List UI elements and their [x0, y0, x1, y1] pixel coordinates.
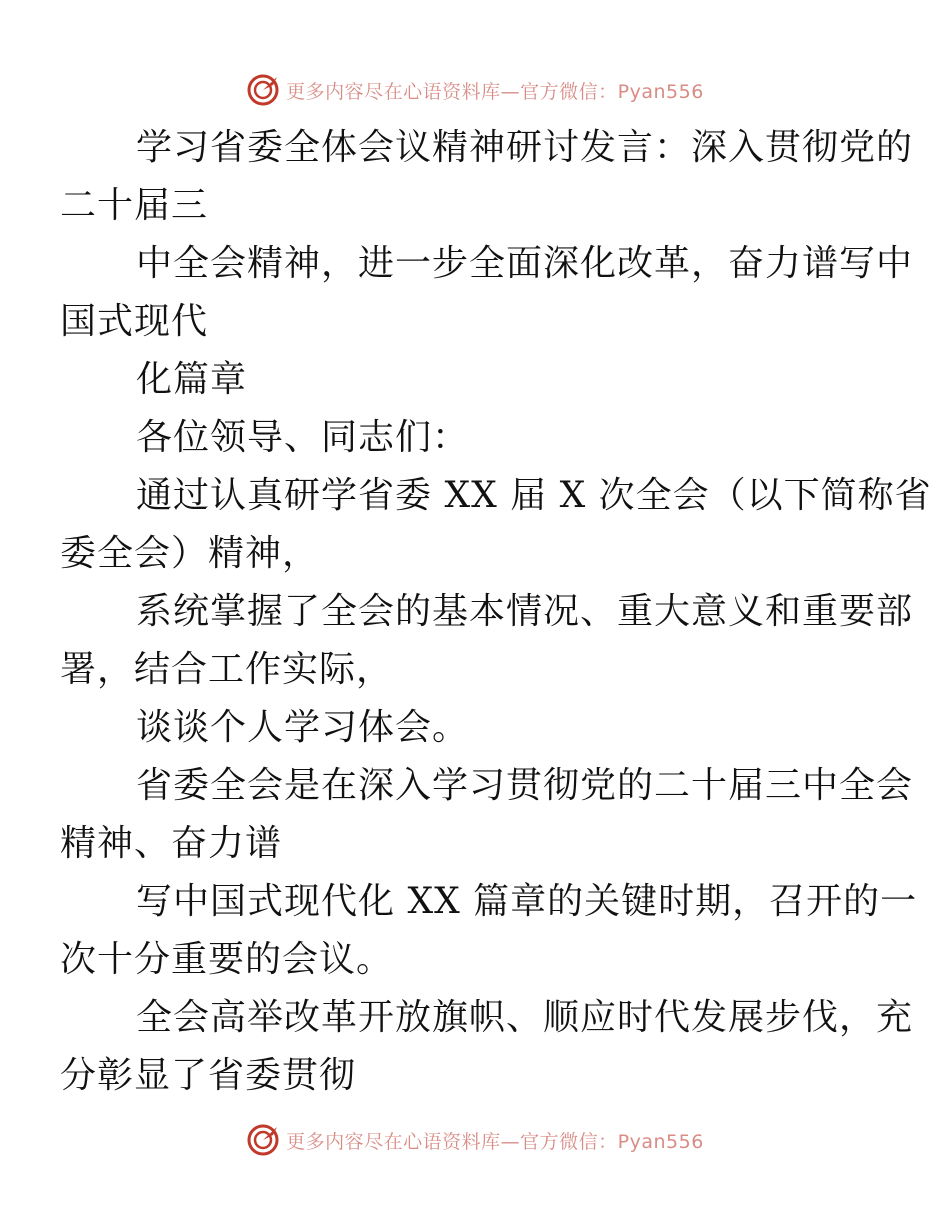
text-line: 中全会精神，进一步全面深化改革，奋力谱写中 [136, 243, 914, 284]
watermark-header [0, 70, 950, 110]
body-paragraph [60, 989, 914, 1105]
body-paragraph [60, 467, 932, 583]
text-line: 署，结合工作实际， [60, 649, 394, 690]
title-paragraph [60, 235, 914, 351]
document-body [60, 119, 932, 1105]
title-paragraph [60, 119, 914, 235]
text-line: 学习省委全体会议精神研讨发言：深入贯彻党的 [136, 127, 914, 168]
text-line: 次十分重要的会议。 [60, 939, 394, 980]
text-line: 谈谈个人学习体会。 [136, 707, 470, 748]
body-paragraph [60, 873, 918, 989]
brand-logo-icon [246, 73, 280, 107]
watermark-footer [0, 1120, 950, 1160]
text-line: 国式现代 [60, 301, 209, 342]
text-line: 化篇章 [136, 359, 248, 400]
brand-logo-icon [246, 1123, 280, 1157]
watermark-text: 更多内容尽在心语资料库—官方微信：Pyan556 [286, 80, 704, 103]
text-line: 系统掌握了全会的基本情况、重大意义和重要部 [136, 591, 914, 632]
text-line: 省委全会是在深入学习贯彻党的二十届三中全会 [136, 765, 914, 806]
text-line: 通过认真研学省委 XX 届 X 次全会（以下简称省 [136, 475, 932, 516]
body-paragraph [60, 583, 914, 699]
text-line: 精神、奋力谱 [60, 823, 283, 864]
text-line: 全会高举改革开放旗帜、顺应时代发展步伐，充 [136, 997, 914, 1038]
watermark-text: 更多内容尽在心语资料库—官方微信：Pyan556 [286, 1130, 704, 1153]
body-paragraph [60, 757, 914, 873]
text-line: 写中国式现代化 XX 篇章的关键时期，召开的一 [136, 881, 918, 922]
text-line: 各位领导、同志们： [136, 417, 470, 458]
title-paragraph [98, 351, 853, 409]
text-line: 分彰显了省委贯彻 [60, 1055, 357, 1096]
text-line: 二十届三 [60, 185, 209, 226]
salutation-paragraph [98, 409, 853, 467]
body-paragraph [98, 699, 853, 757]
text-line: 委全会）精神， [60, 533, 320, 574]
